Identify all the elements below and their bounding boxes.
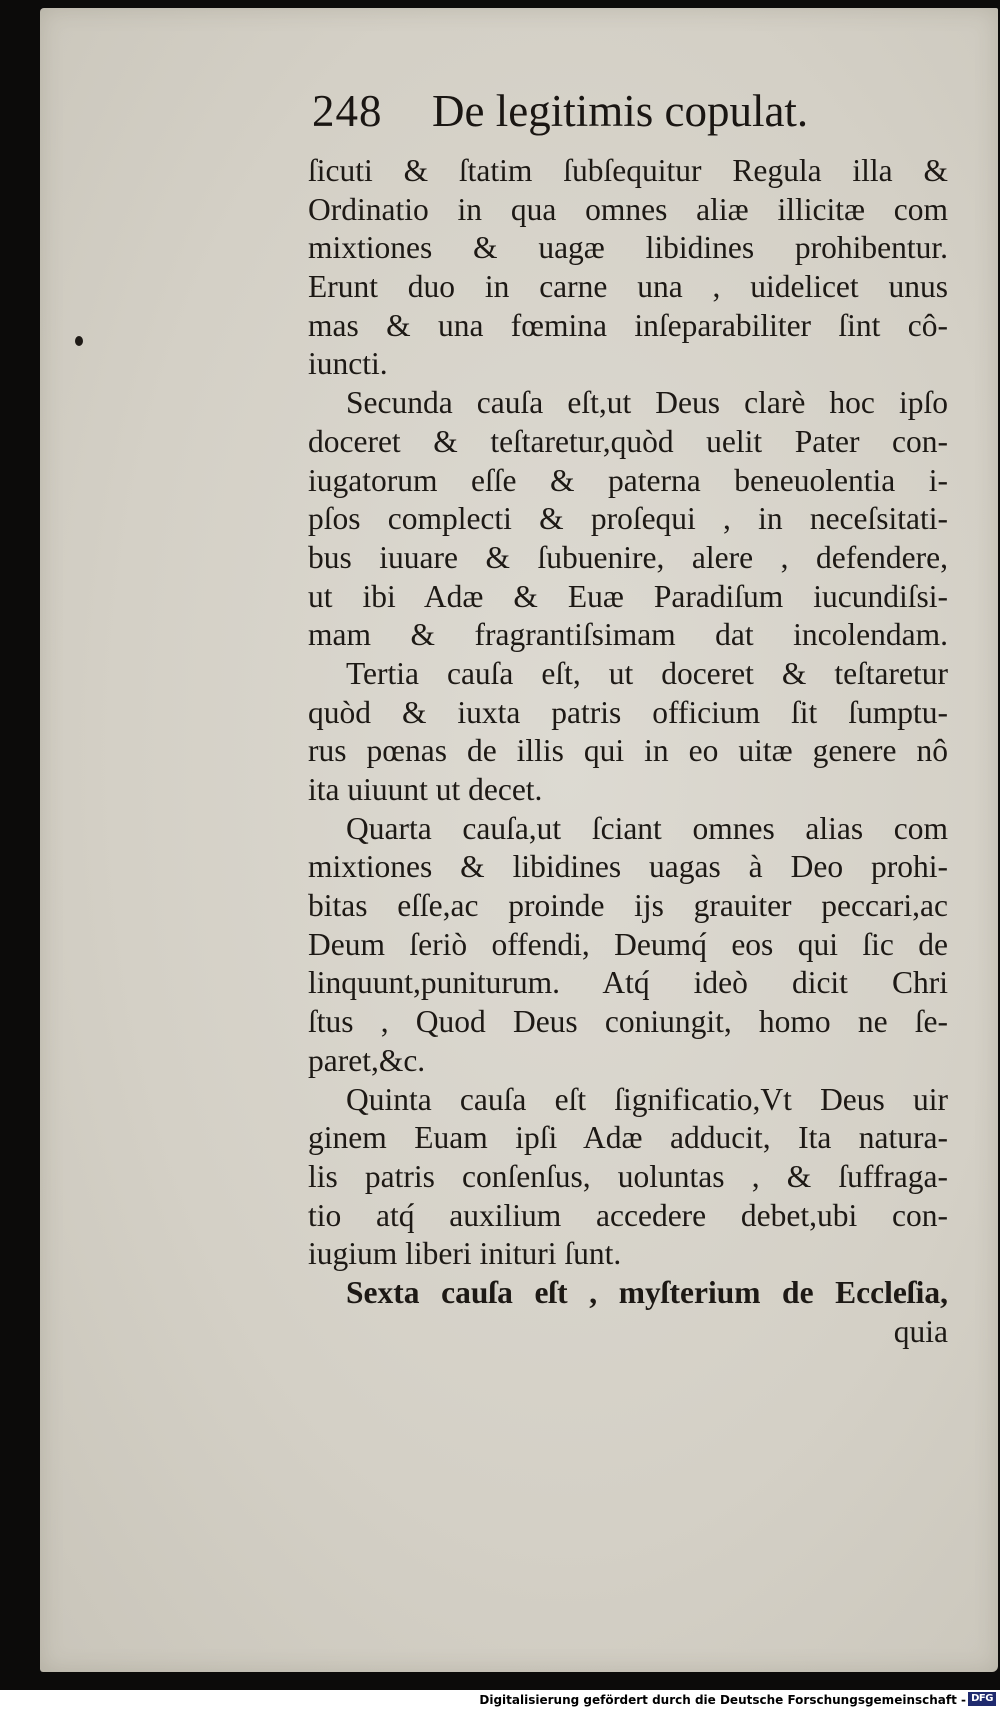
text-line: mixtiones & libidines uagas à Deo prohi- xyxy=(308,849,948,885)
text-line: ſtus , Quod Deus coniungit, homo ne ſe- xyxy=(308,1004,948,1040)
text-line: quòd & iuxta patris officium ſit ſumptu- xyxy=(308,694,948,730)
paragraph-start: Sexta cauſa eſt , myſterium de Eccleſia, xyxy=(346,1274,948,1310)
text-line: doceret & teſtaretur,quòd uelit Pater con- xyxy=(308,423,948,459)
text-line: ginem Euam ipſi Adæ adducit, Ita natura- xyxy=(308,1120,948,1156)
paragraph-start: Tertia cauſa eſt, ut doceret & teſtaretur xyxy=(346,655,948,691)
text-line: mixtiones & uagæ libidines prohibentur. xyxy=(308,230,948,266)
paragraph-start: Quinta cauſa eſt ſignificatio,Vt Deus uir xyxy=(346,1081,948,1117)
text-line: iugatorum eſſe & paterna beneuolentia i- xyxy=(308,462,948,498)
body-text xyxy=(308,152,948,1351)
text-line: mas & una fœmina inſeparabiliter ſint cô- xyxy=(308,307,948,343)
text-line: Erunt duo in carne una , uidelicet unus xyxy=(308,269,948,305)
running-head: De legitimis copulat. xyxy=(432,86,809,136)
page-header xyxy=(312,85,992,145)
text-line: pſos complecti & proſequi , in neceſsitati- xyxy=(308,501,948,537)
text-line: tio atq́ auxilium accedere debet,ubi con- xyxy=(308,1197,948,1233)
text-line: iuncti. xyxy=(308,346,388,382)
text-line: rus pœnas de illis qui in eo uitæ genere nô xyxy=(308,733,948,769)
text-line: ut ibi Adæ & Euæ Paradiſum iucundiſsi- xyxy=(308,578,948,614)
page-number: 248 xyxy=(312,86,383,136)
text-line: linquunt,puniturum. Atq́ ideò dicit Chri xyxy=(308,965,948,1001)
text-line: ita uiuunt ut decet. xyxy=(308,772,543,807)
digitization-credit: Digitalisierung gefördert durch die Deutsche Forschungsgemeinschaft - xyxy=(479,1693,966,1707)
text-line: Deum ſeriò offendi, Deumq́ eos qui ſic de xyxy=(308,926,948,962)
text-line: Ordinatio in qua omnes aliæ illicitæ com xyxy=(308,191,948,227)
text-line: iugium liberi inituri ſunt. xyxy=(308,1236,622,1272)
paragraph-start: Secunda cauſa eſt,ut Deus clarè hoc ipſo xyxy=(346,385,948,421)
paragraph-start: Quarta cauſa,ut ſciant omnes alias com xyxy=(346,810,948,846)
margin-ink-mark xyxy=(75,336,83,346)
dfg-logo: DFG xyxy=(968,1692,996,1706)
text-line: mam & fragrantiſsimam dat incolendam. xyxy=(308,617,948,653)
text-line: bitas eſſe,ac proinde ijs grauiter peccari,ac xyxy=(308,888,948,924)
text-line: paret,&c. xyxy=(308,1042,426,1078)
text-line: lis patris conſenſus, uoluntas , & ſuffraga- xyxy=(308,1158,948,1194)
text-line: ſicuti & ſtatim ſubſequitur Regula illa & xyxy=(308,153,948,188)
text-line: bus iuuare & ſubuenire, alere , defendere, xyxy=(308,539,948,575)
catchword: quia xyxy=(893,1313,948,1349)
